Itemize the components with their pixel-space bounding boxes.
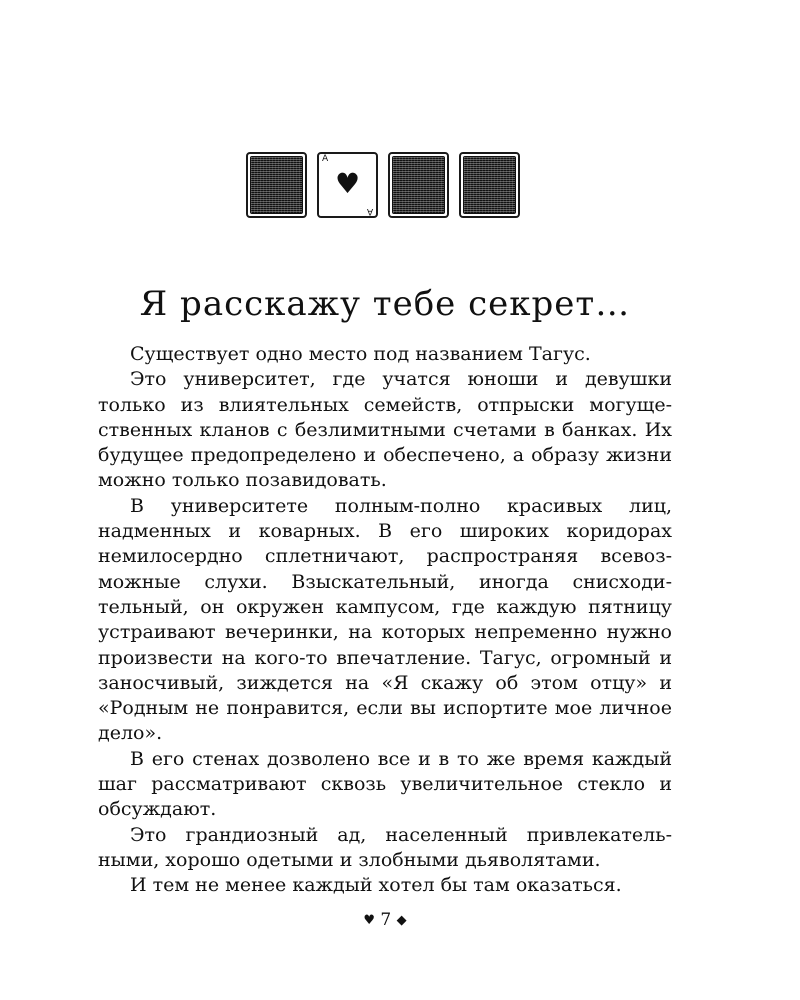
chapter-title: Я расскажу тебе секрет… [139, 284, 631, 324]
heart-icon: ♥ [363, 913, 375, 928]
paragraph: Это университет, где учатся юноши и девушки только из влиятельных семейств, отпрыски могущественных кланов с безлимитными счетами в банках. Их будущее предопределено и обеспечено, а образу жизни можно только позавидовать. [98, 368, 672, 492]
page-number: 7 [380, 910, 392, 930]
paragraph: Существует одно место под названием Тагус. [130, 343, 591, 365]
card-back-1 [246, 152, 307, 218]
paragraph: И тем не менее каждый хотел бы там оказаться. [130, 874, 622, 897]
card-back-pattern [251, 157, 302, 213]
card-back-3 [459, 152, 520, 218]
card-rank-bottom: A [366, 206, 373, 216]
card-ace-of-hearts [317, 152, 378, 218]
body-text [98, 342, 672, 899]
heart-suit-icon: ♥ [334, 166, 361, 200]
page-footer [0, 910, 770, 930]
diamond-icon: ◆ [396, 913, 407, 928]
card-back-2 [388, 152, 449, 218]
paragraph: В его стенах дозволено все и в то же время каждый шаг рассматривают сквозь увеличительное стекло и обсуждают. [98, 747, 672, 821]
card-back-pattern [393, 157, 444, 213]
paragraph: В университете полным-полно красивых лиц, надменных и коварных. В его широких коридорах немилосердно сплетничают, распространяя всевозможные слухи. Взыскательный, иногда снисходительный, он окружен кампусом, где каждую пятницу устраивают вечеринки, на которых непременно нужно произвести на кого-то впечатление. Тагус, огромный и заносчивый, зиждется на «Я скажу об этом отцу» и «Родным не понравится, если вы испортите мое личное дело». [98, 494, 672, 745]
card-back-pattern [464, 157, 515, 213]
paragraph: Это грандиозный ад, населенный привлекательными, хорошо одетыми и злобными дьяволятами. [98, 823, 672, 871]
playing-cards-illustration [246, 152, 520, 218]
card-rank-top: A [322, 154, 329, 164]
